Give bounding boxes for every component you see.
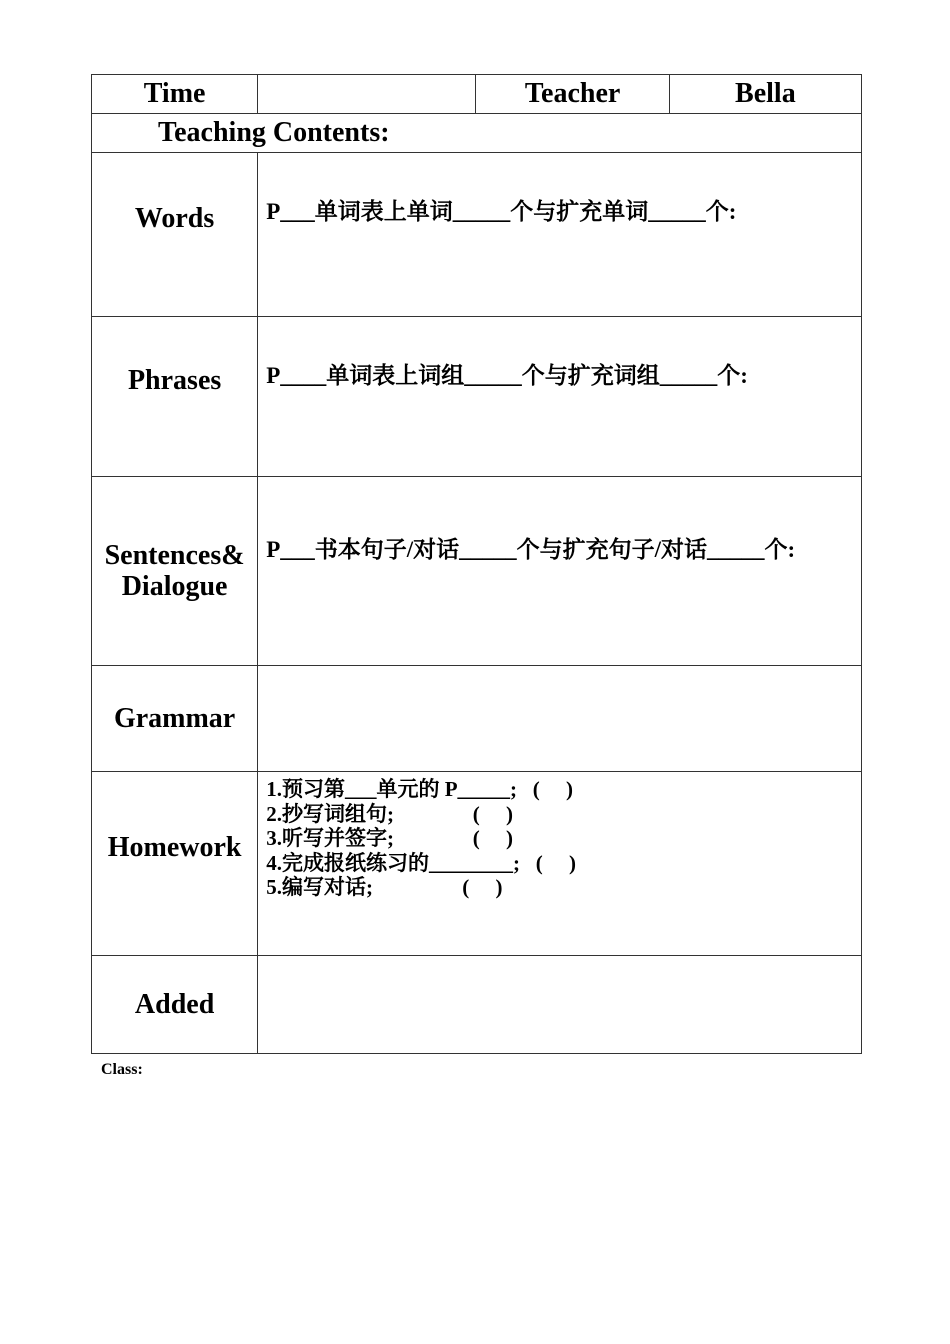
words-content-text: P___单词表上单词_____个与扩充单词_____个: [266,199,737,224]
homework-row [92,772,862,956]
lesson-plan-table [91,74,862,1054]
homework-item: 5.编写对话; ( ) [266,875,503,899]
added-label: Added [92,956,258,1054]
added-row [92,956,862,1054]
time-value-field[interactable] [258,75,476,114]
time-label: Time [92,75,258,114]
added-content[interactable] [258,956,862,1054]
class-label: Class: [101,1061,143,1078]
phrases-content[interactable] [258,317,862,477]
sentences-content[interactable] [258,477,862,666]
grammar-content[interactable] [258,666,862,772]
phrases-label: Phrases [92,317,258,477]
sentences-content-text: P___书本句子/对话_____个与扩充句子/对话_____个: [266,537,796,562]
words-content[interactable] [258,153,862,317]
header-row [92,75,862,114]
sentences-label-line2: Dialogue [121,571,228,602]
words-row [92,153,862,317]
homework-item: 3.听写并签字; ( ) [266,826,513,850]
homework-label: Homework [92,772,258,956]
homework-item: 2.抄写词组句; ( ) [266,801,513,826]
homework-list [266,777,861,900]
homework-content[interactable] [258,772,862,956]
homework-item: 4.完成报纸练习的________; ( ) [266,850,576,875]
lesson-plan-sheet [91,74,862,1054]
phrases-content-text: P____单词表上词组_____个与扩充词组_____个: [266,363,748,388]
sentences-label [92,477,258,666]
teaching-contents-row [92,114,862,153]
teacher-value[interactable]: Bella [669,75,861,114]
words-label: Words [92,153,258,317]
sentences-row [92,477,862,666]
teaching-contents-label: Teaching Contents: [92,114,862,153]
homework-item: 1.预习第___单元的 P_____; ( ) [266,777,574,801]
phrases-row [92,317,862,477]
grammar-row [92,666,862,772]
sentences-label-line1: Sentences& [104,540,245,571]
teacher-label: Teacher [476,75,669,114]
grammar-label: Grammar [92,666,258,772]
